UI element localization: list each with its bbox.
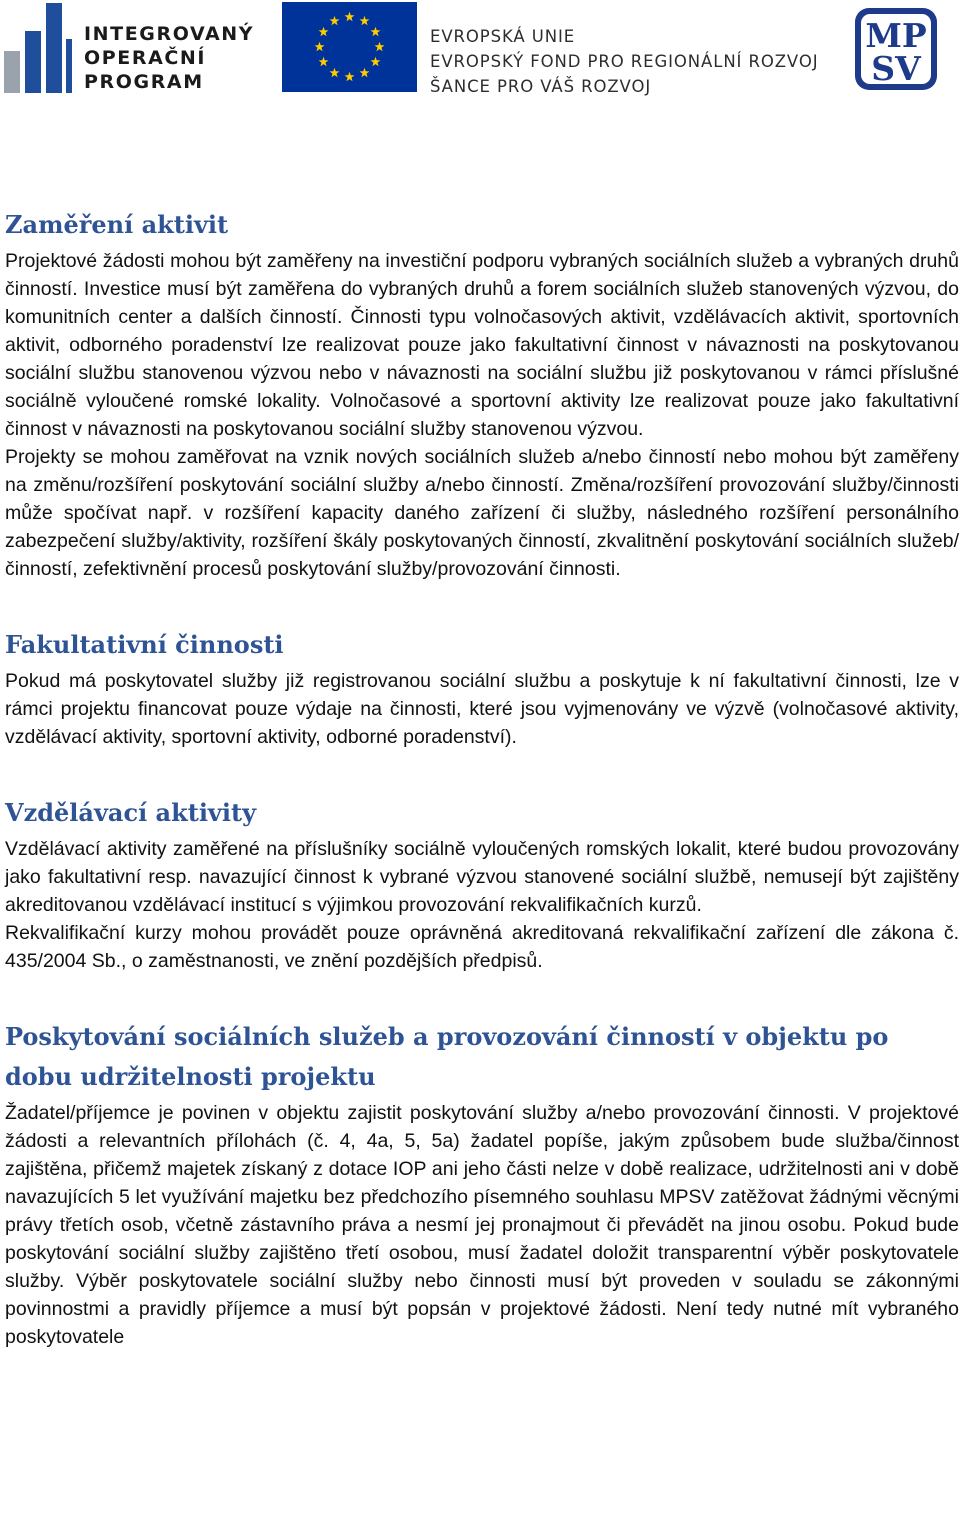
mpsv-logo-icon: [853, 6, 939, 92]
eu-line: EVROPSKÝ FOND PRO REGIONÁLNÍ ROZVOJ: [430, 52, 819, 71]
section-heading: Zaměření aktivit: [5, 210, 229, 239]
section-zamereni-aktivit: [5, 205, 959, 583]
paragraph: Vzdělávací aktivity zaměřené na příslušníky sociálně vyloučených romských lokalit, které budou provozovány jako fakultativní resp. navazující činnost k vybrané výzvou stanovené sociální službě, nemusejí být zajištěny akreditovanou vzdělávací institucí s výjimkou provozování rekvalifikačních kurzů.: [5, 838, 959, 916]
paragraph: Rekvalifikační kurzy mohou provádět pouze oprávněná akreditovaná rekvalifikační zařízení dle zákona č. 435/2004 Sb., o zaměstnanosti, ve znění pozdějších předpisů.: [5, 922, 959, 972]
iop-line: OPERAČNÍ: [84, 47, 207, 69]
section-heading: Vzdělávací aktivity: [5, 798, 257, 827]
iop-line: PROGRAM: [84, 71, 204, 93]
paragraph: Žadatel/příjemce je povinen v objektu zajistit poskytování služby a/nebo provozování činnosti. V projektové žádosti a relevantních přílohách (č. 4, 4a, 5, 5a) žadatel popíše, jakým způsobem bude služba/činnost zajištěna, přičemž majetek získaný z dotace IOP ani jeho části nelze v době realizace, udržitelnosti ani v době navazujících 5 let využívání majetku bez předchozího písemného souhlasu MPSV zatěžovat žádnými věcnými právy třetích osob, včetně zástavního práva a nesmí jej pronajmout či převádět na jinou osobu. Pokud bude poskytování sociální služby zajištěno třetí osobou, musí žadatel doložit transparentní výběr poskytovatele služby. Výběr poskytovatele sociální služby nebo činnosti musí být proveden v souladu se zákonnými povinnostmi a pravidly příjemce a musí být popsán v projektové žádosti. Není tedy nutné mít vybraného poskytovatele: [5, 1102, 959, 1348]
document-body: [5, 205, 959, 1351]
svg-text:MP: MP: [865, 16, 927, 55]
eu-line: EVROPSKÁ UNIE: [430, 27, 576, 46]
eu-flag-icon: [282, 2, 417, 92]
iop-logo-icon: [4, 3, 74, 93]
section-heading: Poskytování sociálních služeb a provozování činností v objektu po dobu udržitelnosti projektu: [5, 1022, 889, 1091]
paragraph: Projektové žádosti mohou být zaměřeny na investiční podporu vybraných sociálních služeb a vybraných druhů činností. Investice musí být zaměřena do vybraných druhů a forem sociálních služeb stanovených výzvou, do komunitních center a dalších činností. Činnosti typu volnočasových aktivit, vzdělávacích aktivit, sportovních aktivit, odborného poradenství lze realizovat pouze jako fakultativní činnost v návaznosti na poskytovanou sociální službu stanovenou výzvou nebo v návaznosti na sociální službu již poskytovanou v rámci příslušné sociálně vyloučené romské lokality. Volnočasové a sportovní aktivity lze realizovat pouze jako fakultativní činnost v návaznosti na poskytovanou sociální služby stanovenou výzvou.: [5, 250, 959, 440]
svg-text:SV: SV: [871, 49, 921, 88]
paragraph: Projekty se mohou zaměřovat na vznik nových sociálních služeb a/nebo činností nebo mohou být zaměřeny na změnu/rozšíření poskytování sociální služby a/nebo činností. Změna/rozšíření provozování služby/činnosti může spočívat např. v rozšíření kapacity daného zařízení či služby, následného rozšíření personálního zabezpečení služby/aktivity, rozšíření škály poskytovaných činností, zkvalitnění poskytování sociálních služeb/činností, zefektivnění procesů poskytování služby/provozování činnosti.: [5, 446, 959, 580]
section-poskytovani-socialnich-sluzeb: [5, 1017, 959, 1351]
section-fakultativni-cinnosti: [5, 625, 959, 751]
iop-line: INTEGROVANÝ: [84, 23, 255, 45]
section-heading: Fakultativní činnosti: [5, 630, 284, 659]
page-header: [0, 0, 960, 110]
paragraph: Pokud má poskytovatel služby již registrovanou sociální službu a poskytuje k ní fakultativní činnosti, lze v rámci projektu financovat pouze výdaje na činnosti, které jsou vyjmenovány ve výzvě (volnočasové aktivity, vzdělávací aktivity, sportovní aktivity, odborné poradenství).: [5, 670, 959, 748]
eu-logo-text: [430, 24, 818, 99]
iop-logo-text: [84, 22, 254, 94]
section-vzdelavaci-aktivity: [5, 793, 959, 975]
eu-line: ŠANCE PRO VÁŠ ROZVOJ: [430, 77, 652, 96]
